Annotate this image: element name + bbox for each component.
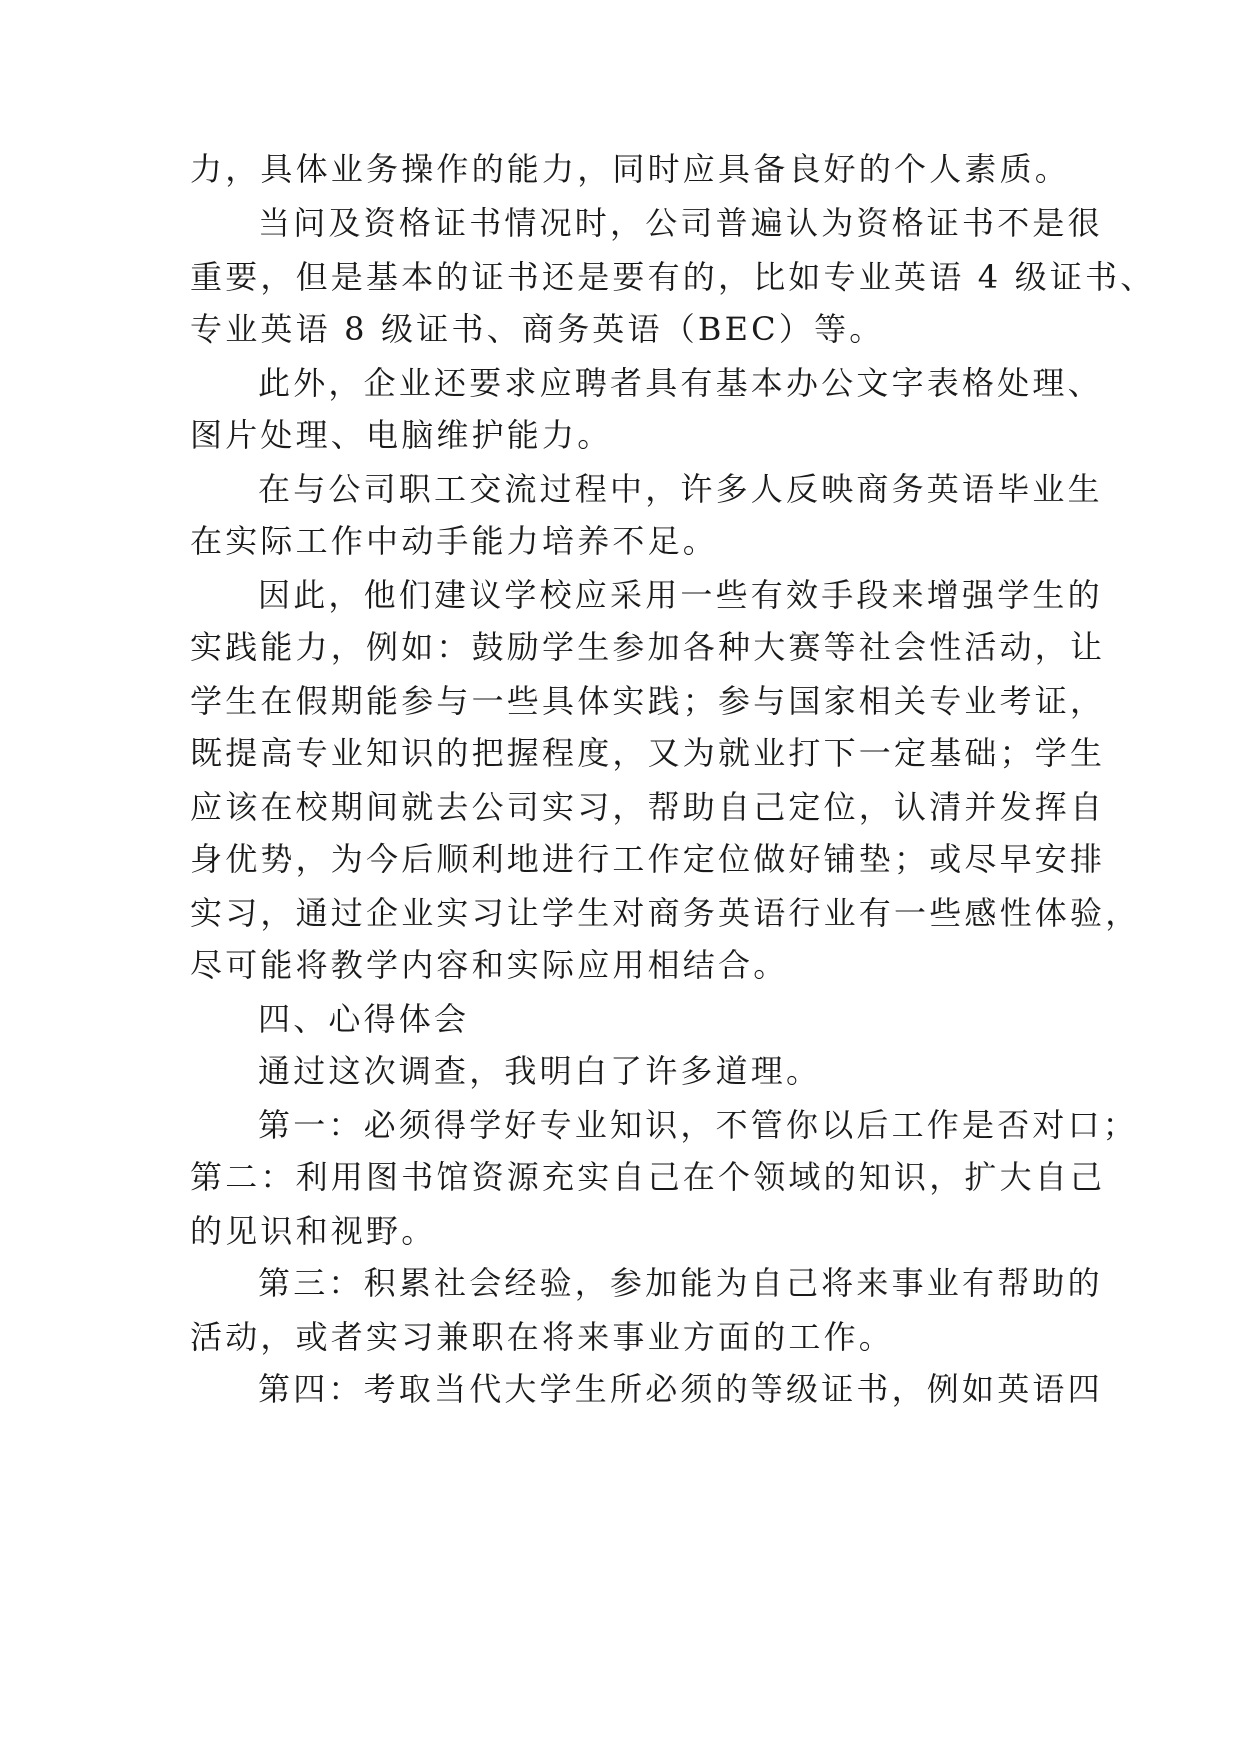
text-line: 此外，企业还要求应聘者具有基本办公文字表格处理、	[258, 364, 1103, 402]
text-line: 实习，通过企业实习让学生对商务英语行业有一些感性体验，	[190, 894, 1141, 932]
text-line: 尽可能将教学内容和实际应用相结合。	[190, 946, 789, 984]
text-line: 力，具体业务操作的能力，同时应具备良好的个人素质。	[190, 150, 1071, 188]
text-line: 第一：必须得学好专业知识，不管你以后工作是否对口；	[258, 1106, 1139, 1144]
text-line: 学生在假期能参与一些具体实践；参与国家相关专业考证，	[190, 682, 1106, 720]
text-line: 在与公司职工交流过程中，许多人反映商务英语毕业生	[258, 470, 1103, 508]
text-line: 身优势，为今后顺利地进行工作定位做好铺垫；或尽早安排	[190, 840, 1106, 878]
text-line: 的见识和视野。	[190, 1212, 437, 1250]
text-line: 图片处理、电脑维护能力。	[190, 416, 613, 454]
text-line: 因此，他们建议学校应采用一些有效手段来增强学生的	[258, 576, 1103, 614]
text-line: 第三：积累社会经验，参加能为自己将来事业有帮助的	[258, 1264, 1103, 1302]
section-heading: 四、心得体会	[258, 1000, 470, 1038]
text-line: 应该在校期间就去公司实习，帮助自己定位，认清并发挥自	[190, 788, 1106, 826]
text-line: 第二：利用图书馆资源充实自己在个领域的知识，扩大自己	[190, 1158, 1106, 1196]
text-line: 当问及资格证书情况时，公司普遍认为资格证书不是很	[258, 204, 1103, 242]
text-line: 在实际工作中动手能力培养不足。	[190, 522, 719, 560]
text-line: 实践能力，例如：鼓励学生参加各种大赛等社会性活动，让	[190, 628, 1106, 666]
text-line: 重要，但是基本的证书还是要有的，比如专业英语 4 级证书、	[190, 258, 1156, 296]
text-line: 既提高专业知识的把握程度，又为就业打下一定基础；学生	[190, 734, 1106, 772]
text-line: 活动，或者实习兼职在将来事业方面的工作。	[190, 1318, 895, 1356]
text-line: 第四：考取当代大学生所必须的等级证书，例如英语四	[258, 1370, 1103, 1408]
text-line: 专业英语 8 级证书、商务英语（BEC）等。	[190, 310, 885, 348]
text-line: 通过这次调查，我明白了许多道理。	[258, 1052, 822, 1090]
